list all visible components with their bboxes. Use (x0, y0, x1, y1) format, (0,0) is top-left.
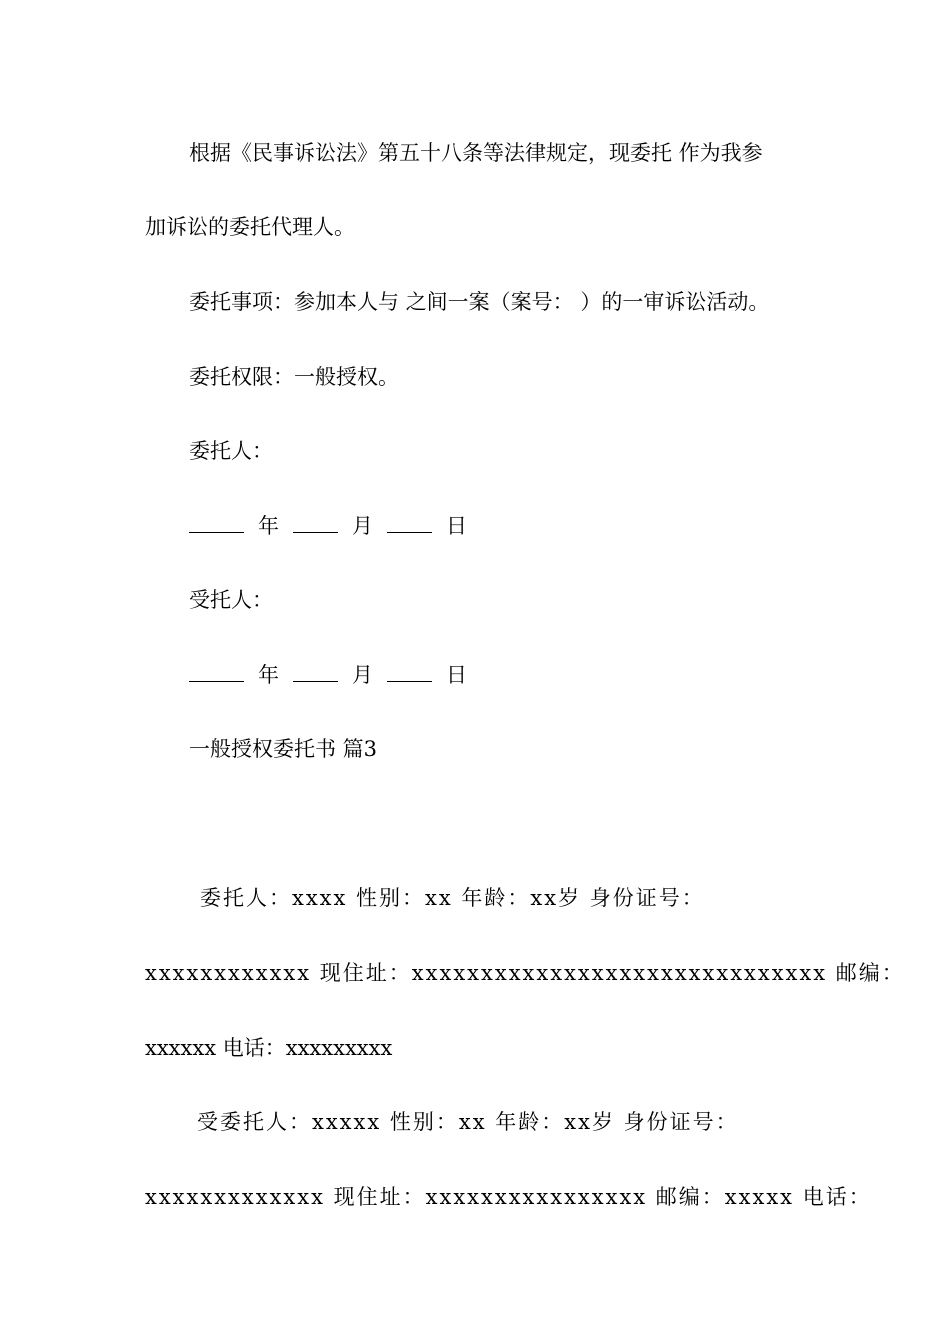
entrusted-matter: 委托事项：参加本人与 之间一案（案号： ）的一审诉讼活动。 (189, 290, 770, 314)
month-label: 月 (352, 663, 373, 687)
year-blank (189, 510, 244, 533)
section-heading: 一般授权委托书 篇3 (189, 737, 378, 761)
principal-info-line1: 委托人：xxxx 性别：xx 年龄：xx岁 身份证号： (200, 886, 705, 910)
principal-label: 委托人： (189, 439, 273, 463)
month-blank (293, 659, 338, 682)
day-blank (387, 510, 432, 533)
principal-info-line2: xxxxxxxxxxxx 现住址：xxxxxxxxxxxxxxxxxxxxxxxxxxxxxx 邮编： (145, 961, 905, 985)
year-blank (189, 659, 244, 682)
paragraph-entrust-line1: 根据《民事诉讼法》第五十八条等法律规定，现委托 作为我参 (189, 141, 763, 165)
day-label: 日 (446, 514, 467, 538)
agent-label: 受托人： (189, 588, 273, 612)
principal-date-line (189, 510, 815, 541)
day-blank (387, 659, 432, 682)
paragraph-entrust-line2: 加诉讼的委托代理人。 (145, 215, 355, 239)
entrusted-authority: 委托权限：一般授权。 (189, 365, 399, 389)
agent-info-line2: xxxxxxxxxxxxx 现住址：xxxxxxxxxxxxxxxx 邮编：xxxxx 电话： (145, 1185, 872, 1209)
year-label: 年 (258, 663, 279, 687)
agent-info-line1: 受委托人：xxxxx 性别：xx 年龄：xx岁 身份证号： (197, 1110, 739, 1134)
month-label: 月 (352, 514, 373, 538)
month-blank (293, 510, 338, 533)
day-label: 日 (446, 663, 467, 687)
agent-date-line (189, 659, 815, 690)
principal-info-line3: xxxxxx 电话：xxxxxxxxx (145, 1036, 393, 1060)
year-label: 年 (258, 514, 279, 538)
